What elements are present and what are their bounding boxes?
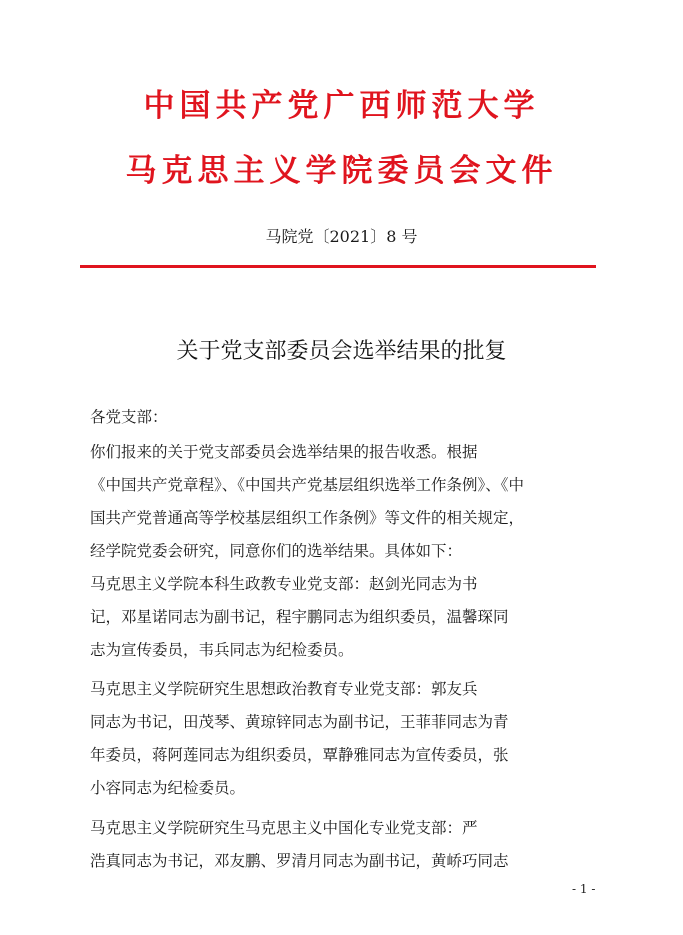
document-title: 关于党支部委员会选举结果的批复 bbox=[176, 339, 507, 364]
body-line: 马克思主义学院研究生思想政治教育专业党支部：郭友兵 bbox=[90, 680, 478, 698]
body-line: 年委员，蒋阿莲同志为组织委员，覃静雅同志为宣传委员，张 bbox=[90, 746, 509, 764]
issuer-title-line-2: 马克思主义学院委员会文件 bbox=[125, 153, 558, 189]
page-number: - 1 - bbox=[572, 882, 596, 896]
body-line: 马克思主义学院本科生政教专业党支部：赵剑光同志为书 bbox=[90, 575, 478, 593]
body-line: 浩真同志为书记，邓友鹏、罗清月同志为副书记，黄峤巧同志 bbox=[90, 852, 509, 870]
body-line: 小容同志为纪检委员。 bbox=[90, 779, 246, 797]
red-divider-line bbox=[80, 265, 596, 268]
issuer-title-line-1: 中国共产党广西师范大学 bbox=[143, 88, 540, 124]
body-line: 经学院党委会研究，同意你们的选举结果。具体如下： bbox=[90, 542, 463, 560]
document-number: 马院党〔2021〕8 号 bbox=[265, 227, 418, 246]
body-line: 《中国共产党章程》、《中国共产党基层组织选举工作条例》、《中 bbox=[90, 476, 525, 494]
body-line: 马克思主义学院研究生马克思主义中国化专业党支部：严 bbox=[90, 819, 478, 837]
body-line: 国共产党普通高等学校基层组织工作条例》等文件的相关规定， bbox=[90, 509, 525, 527]
body-line: 志为宣传委员，韦兵同志为纪检委员。 bbox=[90, 641, 354, 659]
salutation: 各党支部： bbox=[90, 408, 168, 426]
body-line: 同志为书记，田茂琴、黄琼锌同志为副书记，王菲菲同志为青 bbox=[90, 713, 509, 731]
body-line: 记，邓星诺同志为副书记，程宇鹏同志为组织委员，温馨琛同 bbox=[90, 608, 509, 626]
body-line: 你们报来的关于党支部委员会选举结果的报告收悉。根据 bbox=[90, 443, 478, 461]
